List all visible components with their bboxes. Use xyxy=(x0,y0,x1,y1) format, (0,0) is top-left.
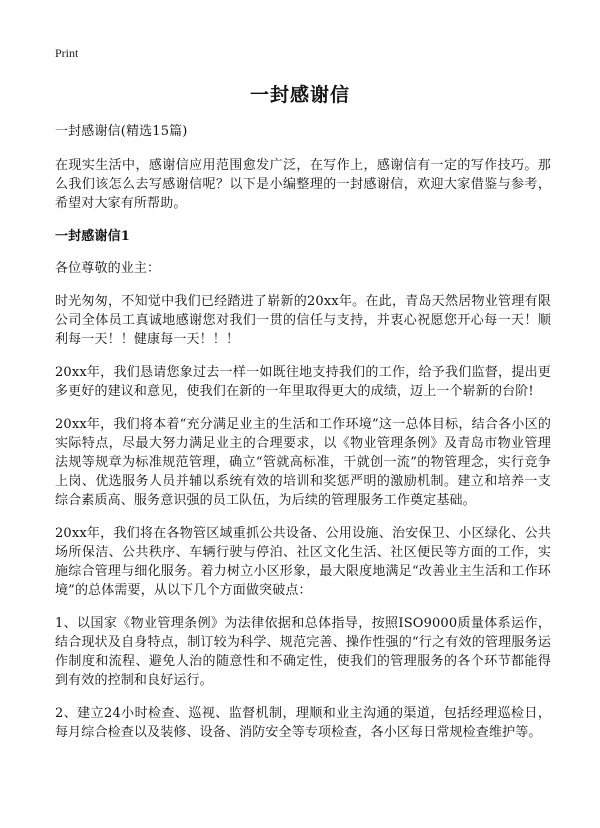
body-paragraph-1: 时光匆匆，不知觉中我们已经踏进了崭新的20xx年。在此，青岛天然居物业管理有限公司全体员工真诚地感谢您对我们一贯的信任与支持，并衷心祝愿您开心每一天！顺利每一天！！健康每一天！！！ xyxy=(55,294,551,347)
document-body xyxy=(55,122,551,756)
body-paragraph-5: 1、以国家《物业管理条例》为法律依据和总体指导，按照ISO9000质量体系运作，结合现状及自身特点，制订较为科学、规范完善、操作性强的“行之有效的管理服务运作制度和流程、避免人治的随意性和不确定性，使我们的管理服务的各个环节都能得到有效的控制和良好运行。 xyxy=(55,616,551,688)
greeting: 各位尊敬的业主： xyxy=(55,261,161,276)
body-paragraph-2: 20xx年，我们恳请您象过去一样一如既往地支持我们的工作，给予我们监督，提出更多更好的建议和意见，使我们在新的一年里取得更大的成绩，迈上一个崭新的台阶! xyxy=(55,365,551,399)
document-subtitle: 一封感谢信(精选15篇) xyxy=(55,124,188,139)
intro-paragraph: 在现实生活中，感谢信应用范围愈发广泛，在写作上，感谢信有一定的写作技巧。那么我们该怎么去写感谢信呢？以下是小编整理的一封感谢信，欢迎大家借鉴与参考，希望对大家有所帮助。 xyxy=(55,158,551,211)
print-link[interactable]: Print xyxy=(55,46,79,60)
page-title: 一封感谢信 xyxy=(249,84,350,106)
body-paragraph-3: 20xx年，我们将本着“充分满足业主的生活和工作环境”这一总体目标，结合各小区的实际特点，尽最大努力满足业主的合理要求，以《物业管理条例》及青岛市物业管理法规等规章为标准规范管理，确立“管就高标准，干就创一流”的物管理念，实行竞争上岗、优选服务人员并辅以系统有效的培训和奖惩严明的激励机制。建立和培养一支综合素质高、服务意识强的员工队伍，为后续的管理服务工作奠定基础。 xyxy=(55,417,551,508)
section-heading: 一封感谢信1 xyxy=(55,229,130,244)
body-paragraph-6: 2、建立24小时检查、巡视、监督机制，理顺和业主沟通的渠道，包括经理巡检日，每月综合检查以及装修、设备、消防安全等专项检查，各小区每日常规检查维护等。 xyxy=(55,706,551,740)
body-paragraph-4: 20xx年，我们将在各物管区域重抓公共设备、公用设施、治安保卫、小区绿化、公共场所保洁、公共秩序、车辆行驶与停泊、社区文化生活、社区便民等方面的工作，实施综合管理与细化服务。着力树立小区形象，最大限度地满足“改善业主生活和工作环境”的总体需要，从以下几个方面做突破点： xyxy=(55,526,551,598)
